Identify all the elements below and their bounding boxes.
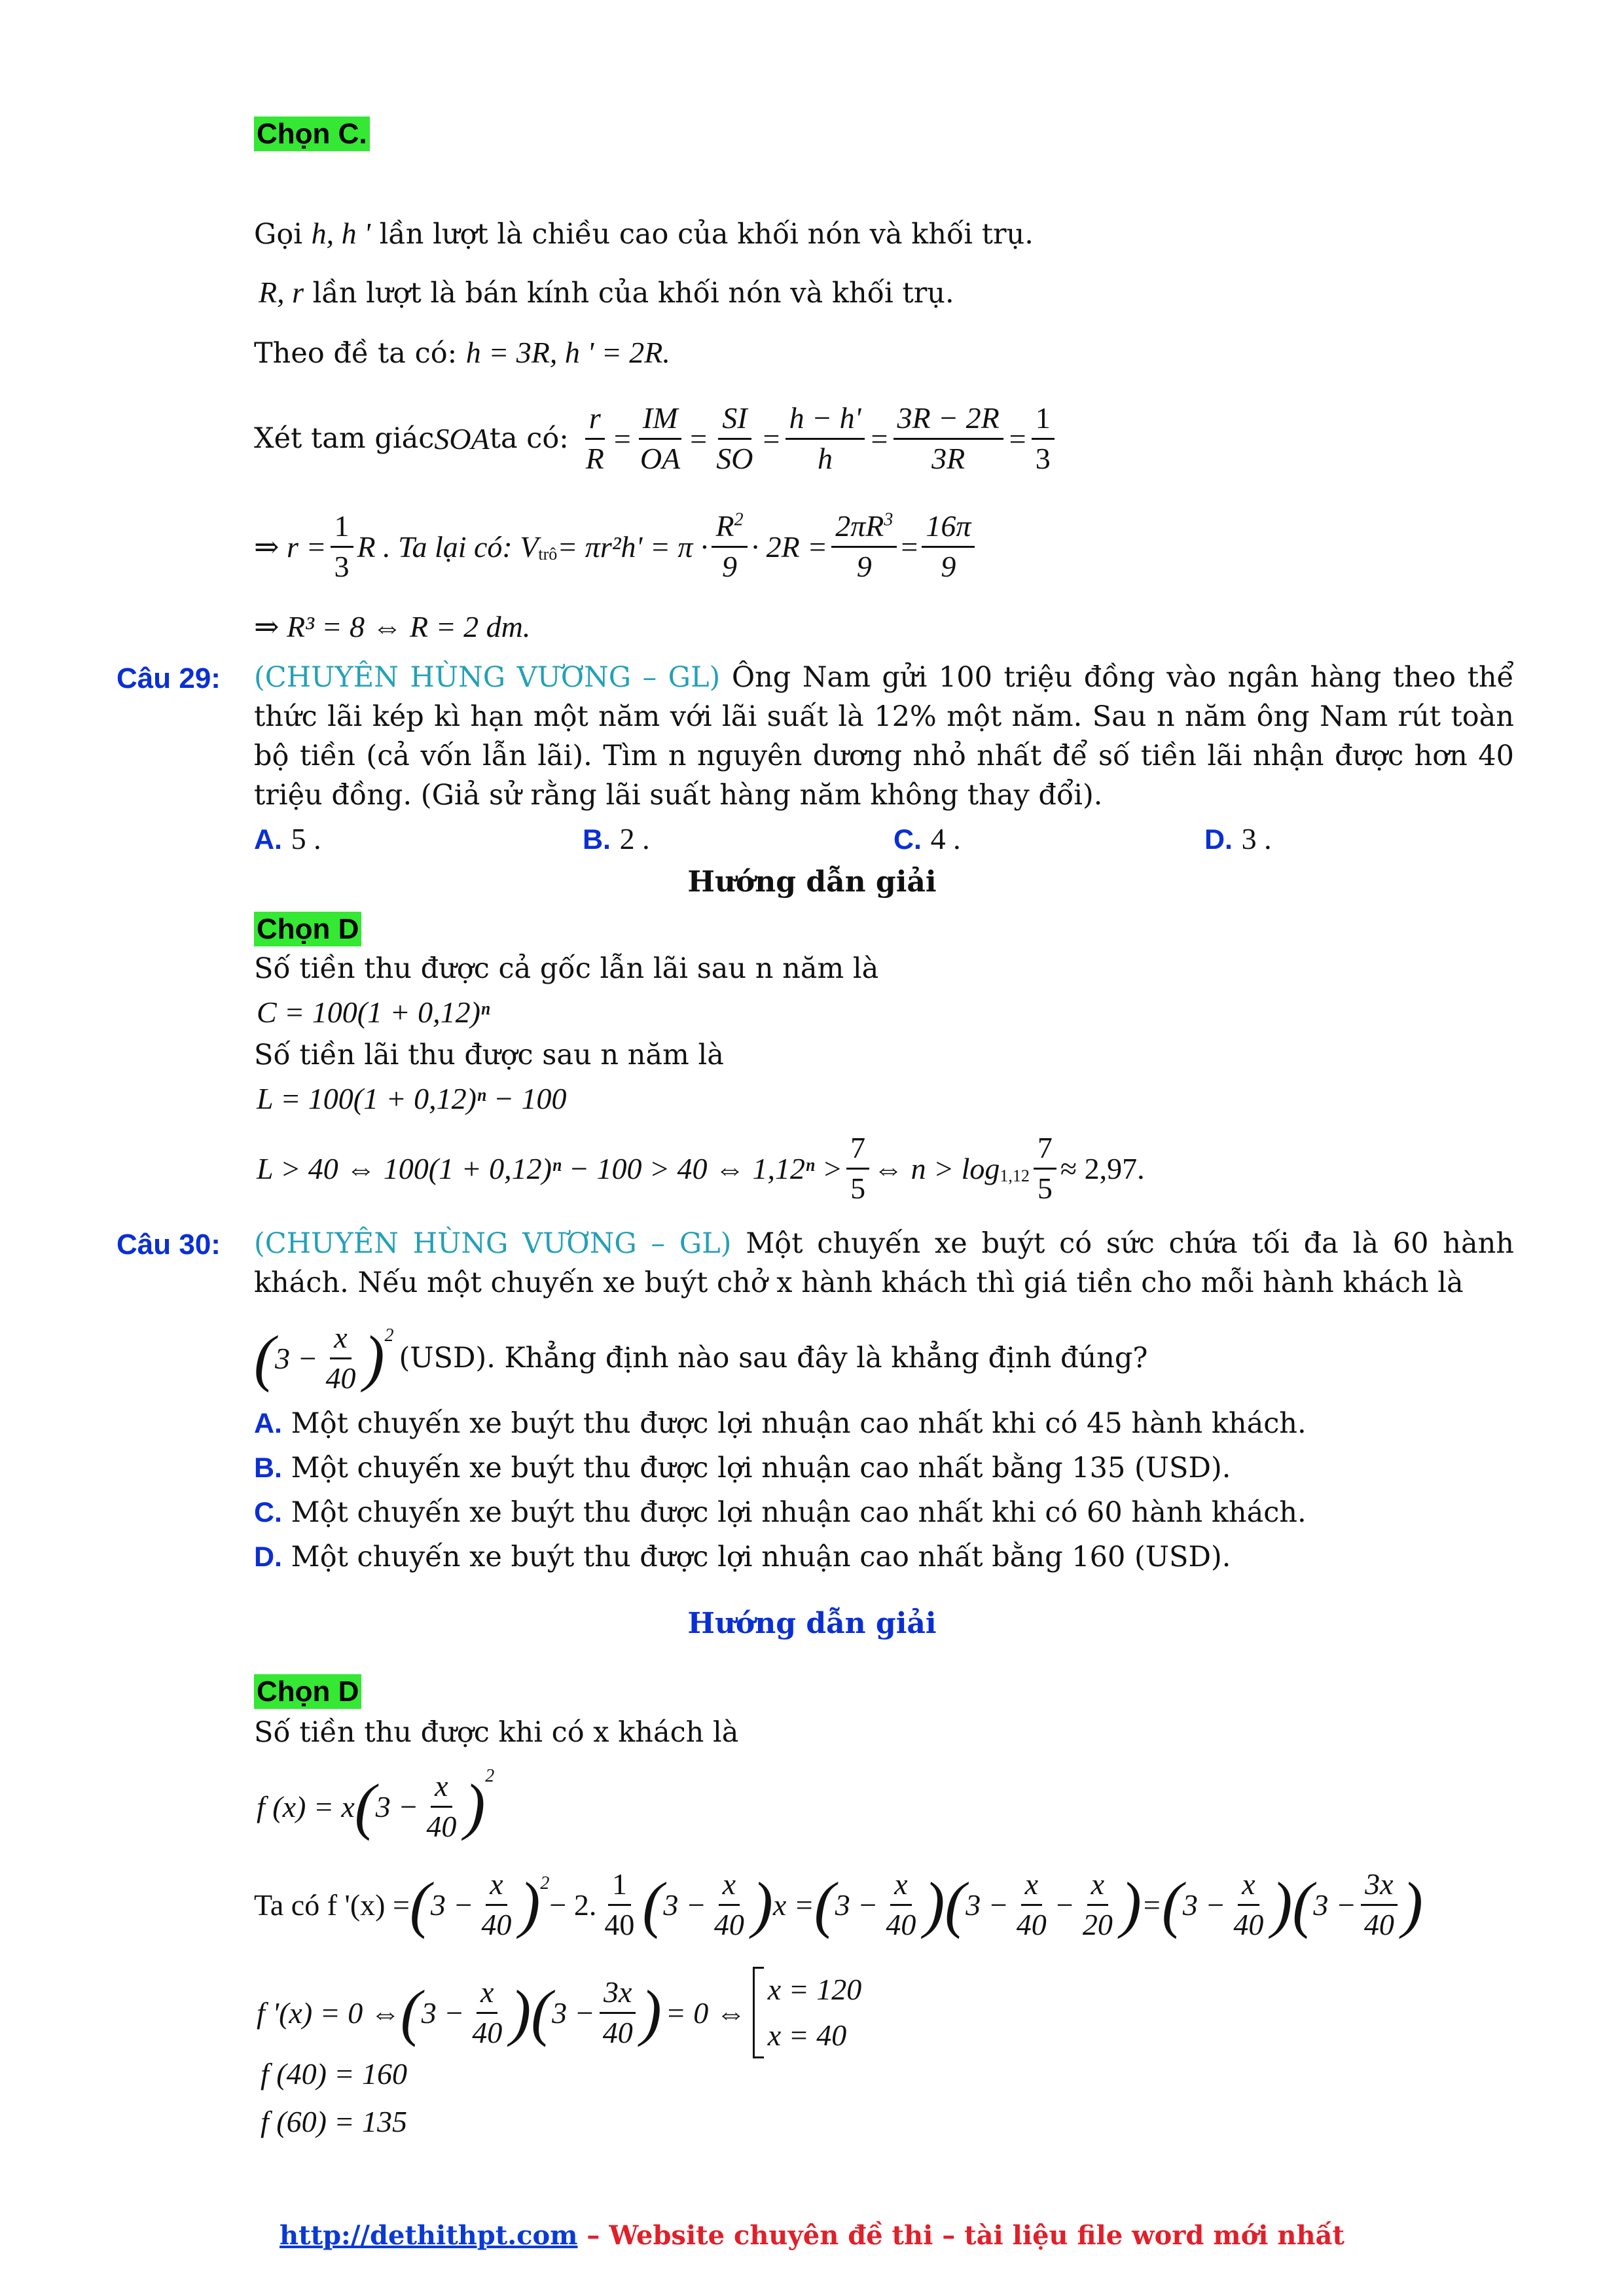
- question-30-label: Câu 30:: [117, 1229, 221, 1261]
- q30-option-d[interactable]: D. Một chuyến xe buýt thu được lợi nhuận cao nhất bằng 160 (USD).: [254, 1541, 1231, 1573]
- q28-line6: ⇒ R³ = 8 ⇔ R = 2 dm.: [254, 610, 531, 643]
- q30-option-b[interactable]: B. Một chuyến xe buýt thu được lợi nhuận cao nhất bằng 135 (USD).: [254, 1452, 1231, 1484]
- q28-line2: R, r lần lượt là bán kính của khối nón và khối trụ.: [259, 276, 954, 310]
- q29-answer-choice: Chọn D: [254, 913, 361, 946]
- q29-solution-heading: Hướng dẫn giải: [687, 865, 937, 899]
- q28-line4: Xét tam giác SOA ta có: $\frac{r}{R}$ = $\frac{IM}{OA}$ = $\frac{SI}{SO}$ = $\frac{h - h'}{h}$ = $\frac{3R - 2R}{3R}$ = $\frac{1}{3}$: [254, 393, 1058, 484]
- q30-step4: f '(x) = 0 ⇔ ( 3 − $\frac{x}{40}$ ) ( 3 − $\frac{3x}{40}$ ) = 0 ⇔ x = 120 x = 40: [257, 1964, 861, 2062]
- q28-line1: Gọi h, h ' lần lượt là chiều cao của khối nón và khối trụ.: [254, 217, 1034, 251]
- ratio-equation: $\frac{r}{R}$ = $\frac{IM}{OA}$ = $\frac{SI}{SO}$ = $\frac{h - h'}{h}$ = $\frac{3R - 2R}{3R}$ = $\frac{1}{3}$: [578, 402, 1058, 475]
- q30-step6: f (60) = 135: [261, 2105, 407, 2138]
- q30-price-line: ( 3 − $\frac{x}{40}$ ) $^2$ (USD). Khẳng định nào sau đây là khẳng định đúng?: [254, 1320, 1148, 1395]
- q30-step5: f (40) = 160: [261, 2057, 407, 2090]
- q30-step1: Số tiền thu được khi có x khách là: [254, 1716, 739, 1749]
- q29-step2: C = 100(1 + 0,12)ⁿ: [257, 996, 490, 1029]
- footer-link[interactable]: http://dethithpt.com: [280, 2220, 578, 2251]
- q29-step5: L > 40 ⇔ 100(1 + 0,12)ⁿ − 100 > 40 ⇔ 1,12ⁿ > $\frac{7}{5}$ ⇔ n > log $_{1,12}$ $\frac{7}{5}$ ≈ 2,97.: [257, 1130, 1145, 1205]
- q29-option-a[interactable]: A. 5 .: [254, 822, 321, 855]
- q30-solution-heading: Hướng dẫn giải: [687, 1607, 937, 1640]
- q30-step3: Ta có f '(x) = ( 3 − $\frac{x}{40}$ ) $^2$ − 2. $\frac{1}{40}$ ( 3 − $\frac{x}{40}$ ) x = ( 3 − $\frac{x}{40}$ ) ( 3 − $\frac{x}{40}$ − $\frac{x}{20}$ ) = ( 3 − $\frac{x}{40}$ ) ( 3 − $\frac{3x}{40}$ ): [254, 1867, 1423, 1941]
- q29-option-c[interactable]: C. 4 .: [893, 822, 961, 855]
- footer-text: – Website chuyên đề thi – tài liệu file word mới nhất: [577, 2220, 1344, 2251]
- q28-line5: ⇒ r = $\frac{1}{3}$ R . Ta lại có: V $_{trô}$ = πr²h' = π · $\frac{R^2}{9}$ · 2R = $\frac{2\pi R^3}{9}$ = $\frac{16\pi}{9}$: [254, 501, 979, 592]
- answer-choice-c: Chọn C.: [254, 118, 370, 151]
- q28-line3: Theo đề ta có: h = 3R, h ' = 2R.: [254, 336, 670, 370]
- q30-step2: f (x) = x ( 3 − $\frac{x}{40}$ ) $^2$: [257, 1766, 495, 1843]
- q29-step1: Số tiền thu được cả gốc lẫn lãi sau n năm là: [254, 952, 879, 985]
- question-30-text: (CHUYÊN HÙNG VƯƠNG – GL) Một chuyến xe buýt có sức chứa tối đa là 60 hành khách. Nếu một chuyến xe buýt chở x hành khách thì giá tiền cho mỗi hành khách là: [254, 1227, 1515, 1299]
- question-29-label: Câu 29:: [117, 662, 221, 694]
- q30-option-c[interactable]: C. Một chuyến xe buýt thu được lợi nhuận cao nhất khi có 60 hành khách.: [254, 1496, 1307, 1529]
- footer: [0, 2220, 1624, 2251]
- q29-option-d[interactable]: D. 3 .: [1204, 822, 1272, 855]
- q29-step4: L = 100(1 + 0,12)ⁿ − 100: [257, 1082, 567, 1115]
- q30-option-a[interactable]: A. Một chuyến xe buýt thu được lợi nhuận cao nhất khi có 45 hành khách.: [254, 1407, 1307, 1440]
- question-29-text: (CHUYÊN HÙNG VƯƠNG – GL) Ông Nam gửi 100 triệu đồng vào ngân hàng theo thể thức lãi kép kì hạn một năm với lãi suất là 12% một năm. Sau n năm ông Nam rút toàn bộ tiền (cả vốn lẫn lãi). Tìm n nguyên dương nhỏ nhất để số tiền lãi nhận được hơn 40 triệu đồng. (Giả sử rằng lãi suất hàng năm không thay đổi).: [254, 661, 1515, 812]
- q29-option-b[interactable]: B. 2 .: [583, 822, 650, 855]
- q30-answer-choice: Chọn D: [254, 1676, 361, 1708]
- q29-step3: Số tiền lãi thu được sau n năm là: [254, 1039, 724, 1071]
